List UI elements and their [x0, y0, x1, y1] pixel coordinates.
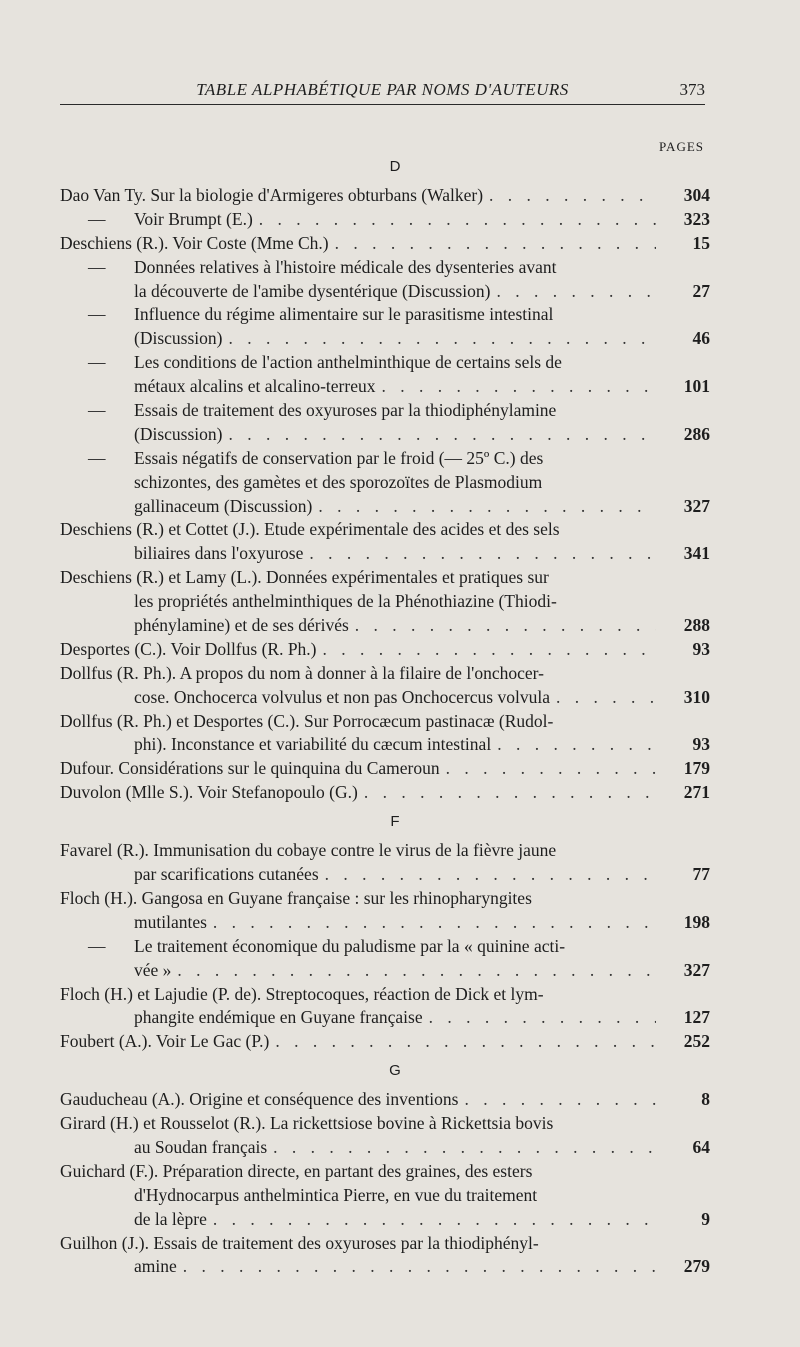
- dot-leader: [556, 686, 656, 710]
- entry-page-number: 64: [692, 1136, 710, 1157]
- entry-page-number: 9: [701, 1208, 710, 1229]
- entry-page-number: 341: [683, 543, 710, 564]
- entry-line: [60, 184, 710, 208]
- entry-line: [60, 399, 710, 423]
- ditto-dash: —: [88, 208, 106, 229]
- entry-text: Données relatives à l'histoire médicale des dysenteries avant: [134, 256, 557, 277]
- entry-line: [60, 935, 710, 959]
- entry-line: [60, 256, 710, 280]
- entry-text: Floch (H.). Gangosa en Guyane française : sur les rhinopharyngites: [60, 887, 532, 908]
- dot-leader: [275, 1030, 656, 1054]
- index-entry: [60, 447, 710, 519]
- ditto-dash: —: [88, 304, 106, 325]
- entry-line: [60, 686, 710, 710]
- entry-text: schizontes, des gamètes et des sporozoïtes de Plasmodium: [134, 471, 543, 492]
- entry-line: [60, 911, 710, 935]
- entry-line: [60, 1255, 710, 1279]
- entry-page-number: 93: [692, 734, 710, 755]
- entry-text: Deschiens (R.). Voir Coste (Mme Ch.): [60, 232, 329, 253]
- entry-text: les propriétés anthelminthiques de la Phénothiazine (Thiodi-: [134, 591, 557, 612]
- entry-text: Girard (H.) et Rousselot (R.). La rickettsiose bovine à Rickettsia bovis: [60, 1113, 554, 1134]
- entry-text: par scarifications cutanées: [134, 864, 319, 885]
- entry-page-number: 252: [683, 1031, 710, 1052]
- index-entry: [60, 781, 710, 805]
- running-head: [60, 78, 705, 105]
- dot-leader: [489, 184, 656, 208]
- index-entry: [60, 983, 710, 1031]
- index-entry: [60, 208, 710, 232]
- entry-page-number: 127: [683, 1007, 710, 1028]
- dot-leader: [228, 327, 656, 351]
- author-index: [60, 150, 710, 1279]
- entry-line: [60, 1088, 710, 1112]
- entry-text: mutilantes: [134, 911, 207, 932]
- index-entry: [60, 1232, 710, 1280]
- entry-text: Les conditions de l'action anthelminthique de certains sels de: [134, 352, 562, 373]
- entry-page-number: 271: [683, 782, 710, 803]
- entry-line: [60, 351, 710, 375]
- dot-leader: [259, 208, 656, 232]
- entry-line: [60, 471, 710, 495]
- entry-page-number: 46: [692, 328, 710, 349]
- entry-line: [60, 733, 710, 757]
- index-entry: [60, 887, 710, 935]
- entry-line: [60, 887, 710, 911]
- entry-text: Essais négatifs de conservation par le froid (— 25º C.) des: [134, 447, 544, 468]
- index-entry: [60, 566, 710, 638]
- entry-page-number: 77: [692, 864, 710, 885]
- entry-line: [60, 1232, 710, 1256]
- dot-leader: [309, 542, 656, 566]
- entry-text: au Soudan français: [134, 1136, 268, 1157]
- entry-line: [60, 542, 710, 566]
- index-entry: [60, 1160, 710, 1232]
- entry-text: Gauducheau (A.). Origine et conséquence des inventions: [60, 1089, 459, 1110]
- index-entry: [60, 839, 710, 887]
- entry-page-number: 288: [683, 615, 710, 636]
- entry-text: la découverte de l'amibe dysentérique (Discussion): [134, 280, 491, 301]
- entry-page-number: 101: [683, 376, 710, 397]
- entry-text: amine: [134, 1256, 177, 1277]
- entry-page-number: 327: [683, 959, 710, 980]
- entry-line: [60, 863, 710, 887]
- entry-text: gallinaceum (Discussion): [134, 495, 313, 516]
- index-entry: [60, 399, 710, 447]
- index-entry: [60, 303, 710, 351]
- entry-line: [60, 614, 710, 638]
- entry-line: [60, 280, 710, 304]
- entry-page-number: 310: [683, 686, 710, 707]
- entry-page-number: 179: [683, 758, 710, 779]
- entry-line: [60, 959, 710, 983]
- entry-page-number: 304: [683, 185, 710, 205]
- dot-leader: [355, 614, 656, 638]
- entry-line: [60, 447, 710, 471]
- entry-text: Guichard (F.). Préparation directe, en partant des graines, des esters: [60, 1160, 533, 1181]
- entry-line: [60, 590, 710, 614]
- index-entry: [60, 662, 710, 710]
- index-entry: [60, 1030, 710, 1054]
- entry-line: [60, 1030, 710, 1054]
- entry-line: [60, 208, 710, 232]
- entry-text: Desportes (C.). Voir Dollfus (R. Ph.): [60, 638, 317, 659]
- entry-text: d'Hydnocarpus anthelmintica Pierre, en vue du traitement: [134, 1184, 538, 1205]
- entry-page-number: 323: [683, 208, 710, 229]
- entry-line: [60, 1160, 710, 1184]
- ditto-dash: —: [88, 256, 106, 277]
- index-entry: [60, 1112, 710, 1160]
- page-number: 373: [679, 80, 705, 99]
- entry-text: Foubert (A.). Voir Le Gac (P.): [60, 1031, 270, 1052]
- dot-leader: [381, 375, 656, 399]
- index-entry: [60, 935, 710, 983]
- entry-text: Duvolon (Mlle S.). Voir Stefanopoulo (G.): [60, 782, 358, 803]
- entry-line: [60, 1184, 710, 1208]
- dot-leader: [318, 495, 656, 519]
- entry-page-number: 198: [683, 911, 710, 932]
- index-entry: [60, 518, 710, 566]
- index-entry: [60, 184, 710, 208]
- entry-line: [60, 839, 710, 863]
- dot-leader: [497, 733, 656, 757]
- entry-page-number: 8: [701, 1089, 710, 1110]
- entry-text: Essais de traitement des oxyuroses par la thiodiphénylamine: [134, 400, 557, 421]
- dot-leader: [213, 911, 656, 935]
- dot-leader: [213, 1208, 656, 1232]
- entry-text: Voir Brumpt (E.): [134, 208, 253, 229]
- section-letter: D: [389, 158, 401, 175]
- index-entry: [60, 1088, 710, 1112]
- entry-text: Dufour. Considérations sur le quinquina du Cameroun: [60, 758, 440, 779]
- entry-line: [60, 327, 710, 351]
- dot-leader: [446, 757, 656, 781]
- entry-page-number: 27: [692, 280, 710, 301]
- entry-text: métaux alcalins et alcalino-terreux: [134, 376, 376, 397]
- entry-line: [60, 495, 710, 519]
- entry-line: [60, 710, 710, 734]
- entry-text: Dollfus (R. Ph.) et Desportes (C.). Sur Porrocæcum pastinacæ (Rudol-: [60, 710, 554, 731]
- entry-text: Deschiens (R.) et Lamy (L.). Données expérimentales et pratiques sur: [60, 567, 549, 588]
- entry-line: [60, 1112, 710, 1136]
- section-letter: F: [390, 813, 400, 831]
- entry-page-number: 286: [683, 423, 710, 444]
- entry-text: Dollfus (R. Ph.). A propos du nom à donner à la filaire de l'onchocer-: [60, 662, 544, 683]
- pages-column-label: PAGES: [659, 139, 704, 154]
- entry-line: [60, 303, 710, 327]
- entry-text: Influence du régime alimentaire sur le parasitisme intestinal: [134, 304, 554, 325]
- entry-line: [60, 423, 710, 447]
- ditto-dash: —: [88, 400, 106, 421]
- index-entry: [60, 757, 710, 781]
- entry-text: (Discussion): [134, 328, 223, 349]
- dot-leader: [323, 638, 656, 662]
- index-entry: [60, 710, 710, 758]
- index-entry: [60, 351, 710, 399]
- entry-page-number: 327: [683, 495, 710, 516]
- entry-line: [60, 757, 710, 781]
- entry-text: phénylamine) et de ses dérivés: [134, 615, 349, 636]
- entry-line: [60, 518, 710, 542]
- ditto-dash: —: [88, 352, 106, 373]
- entry-line: [60, 1006, 710, 1030]
- dot-leader: [273, 1136, 656, 1160]
- entry-text: vée »: [134, 959, 172, 980]
- ditto-dash: —: [88, 935, 106, 956]
- entry-line: [60, 638, 710, 662]
- entry-line: [60, 232, 710, 256]
- running-title: TABLE ALPHABÉTIQUE PAR NOMS D'AUTEURS: [196, 80, 569, 99]
- dot-leader: [364, 781, 656, 805]
- entry-page-number: 93: [692, 638, 710, 659]
- entry-line: [60, 983, 710, 1007]
- dot-leader: [177, 959, 656, 983]
- entry-line: [60, 662, 710, 686]
- entry-text: Floch (H.) et Lajudie (P. de). Streptocoques, réaction de Dick et lym-: [60, 983, 544, 1004]
- entry-page-number: 279: [683, 1256, 710, 1277]
- dot-leader: [228, 423, 656, 447]
- dot-leader: [335, 232, 656, 256]
- entry-text: de la lèpre: [134, 1208, 207, 1229]
- dot-leader: [464, 1088, 656, 1112]
- entry-line: [60, 1208, 710, 1232]
- index-entry: [60, 256, 710, 304]
- entry-text: phangite endémique en Guyane française: [134, 1007, 423, 1028]
- entry-text: Deschiens (R.) et Cottet (J.). Etude expérimentale des acides et des sels: [60, 519, 560, 540]
- entry-text: Dao Van Ty. Sur la biologie d'Armigeres obturbans (Walker): [60, 185, 484, 205]
- entry-line: [60, 781, 710, 805]
- entry-line: [60, 375, 710, 399]
- index-entry: [60, 638, 710, 662]
- entry-line: [60, 1136, 710, 1160]
- entry-page-number: 15: [692, 232, 710, 253]
- entry-text: Favarel (R.). Immunisation du cobaye contre le virus de la fièvre jaune: [60, 840, 557, 861]
- dot-leader: [429, 1006, 656, 1030]
- entry-text: (Discussion): [134, 423, 223, 444]
- index-entry: [60, 232, 710, 256]
- section-letter: G: [389, 1062, 401, 1080]
- ditto-dash: —: [88, 447, 106, 468]
- entry-text: cose. Onchocerca volvulus et non pas Onchocercus volvula: [134, 686, 550, 707]
- entry-line: [60, 566, 710, 590]
- dot-leader: [496, 280, 656, 304]
- entry-text: Le traitement économique du paludisme par la « quinine acti-: [134, 935, 566, 956]
- dot-leader: [183, 1255, 656, 1279]
- entry-text: phi). Inconstance et variabilité du cæcum intestinal: [134, 734, 492, 755]
- entry-text: Guilhon (J.). Essais de traitement des oxyuroses par la thiodiphényl-: [60, 1232, 539, 1253]
- dot-leader: [325, 863, 656, 887]
- entry-text: biliaires dans l'oxyurose: [134, 543, 304, 564]
